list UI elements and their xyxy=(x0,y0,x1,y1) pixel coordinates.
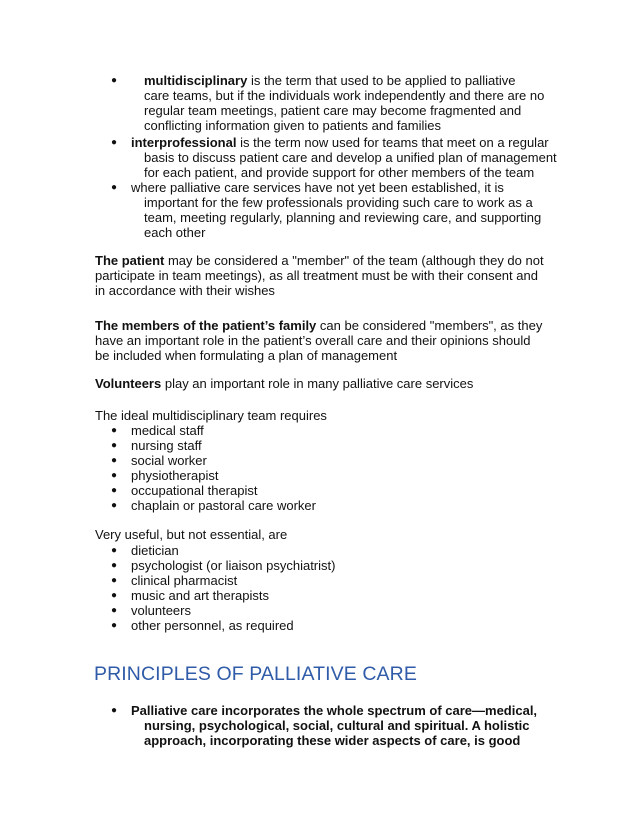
list-item: ● physiotherapist xyxy=(111,468,219,483)
bullet-dot-icon: ● xyxy=(111,545,118,556)
list-item: ● psychologist (or liaison psychiatrist) xyxy=(111,558,336,573)
ideal-team-list xyxy=(111,423,531,513)
list-item-text: for each patient, and provide support for other members of the team xyxy=(144,165,535,180)
list-item: ● other personnel, as required xyxy=(111,618,294,633)
list-item-text: approach, incorporating these wider aspects of care, is good xyxy=(144,733,521,748)
list-item: ● music and art therapists xyxy=(111,588,270,603)
bullet-dot-icon: ● xyxy=(111,440,118,451)
bullet-dot-icon: ● xyxy=(111,575,118,586)
bullet-dot-icon: ● xyxy=(111,590,118,601)
paragraph-text: in accordance with their wishes xyxy=(95,283,275,298)
list-item-interprofessional xyxy=(111,135,571,180)
list-item: ● occupational therapist xyxy=(111,483,258,498)
bullet-dot-icon: ● xyxy=(111,500,118,511)
section-heading-principles: PRINCIPLES OF PALLIATIVE CARE xyxy=(94,663,417,685)
patient-paragraph xyxy=(95,253,565,298)
paragraph-text: have an important role in the patient’s overall care and their opinions should xyxy=(95,333,531,348)
list-item: ● social worker xyxy=(111,453,207,468)
paragraph-text: participate in team meetings), as all treatment must be with their consent and xyxy=(95,268,538,283)
list-item-where-services xyxy=(111,180,571,240)
list-item: ● chaplain or pastoral care worker xyxy=(111,498,316,513)
list-item-text: important for the few professionals providing such care to work as a xyxy=(144,195,533,210)
list-item: ● volunteers xyxy=(111,603,191,618)
list-item: ● nursing staff xyxy=(111,438,202,453)
paragraph-text: be included when formulating a plan of management xyxy=(95,348,398,363)
bullet-dot-icon: ● xyxy=(111,182,118,193)
paragraph-text: may be considered a "member" of the team (although they do not xyxy=(167,253,544,268)
principles-list-item xyxy=(111,703,561,748)
list-item-text: conflicting information given to patients and families xyxy=(144,118,441,133)
list-item-text: is the term now used for teams that meet on a regular xyxy=(240,135,549,150)
useful-team-list xyxy=(111,543,531,633)
paragraph-text: can be considered "members", as they xyxy=(319,318,543,333)
useful-team-intro: Very useful, but not essential, are xyxy=(95,527,288,542)
list-item-text: team, meeting regularly, planning and reviewing care, and supporting xyxy=(144,210,542,225)
term-interprofessional: interprofessional xyxy=(131,135,237,150)
bullet-dot-icon: ● xyxy=(111,605,118,616)
family-heading: The members of the patient’s family xyxy=(95,318,317,333)
volunteers-paragraph xyxy=(95,376,565,391)
bullet-dot-icon: ● xyxy=(111,137,118,148)
bullet-dot-icon: ● xyxy=(111,425,118,436)
family-paragraph xyxy=(95,318,565,363)
list-item-text: is the term that used to be applied to palliative xyxy=(250,73,516,88)
list-item-text: regular team meetings, patient care may become fragmented and xyxy=(144,103,522,118)
list-item-text: care teams, but if the individuals work independently and there are no xyxy=(144,88,545,103)
term-multidisciplinary: multidisciplinary xyxy=(144,73,248,88)
list-item-text: each other xyxy=(144,225,206,240)
bullet-dot-icon: ● xyxy=(111,705,118,716)
list-item-text: Palliative care incorporates the whole spectrum of care—medical, xyxy=(131,703,538,718)
bullet-dot-icon: ● xyxy=(111,560,118,571)
list-item-text: basis to discuss patient care and develop a unified plan of management xyxy=(144,150,557,165)
list-item: ● dietician xyxy=(111,543,179,558)
list-item-text: where palliative care services have not yet been established, it is xyxy=(131,180,504,195)
ideal-team-intro: The ideal multidisciplinary team requires xyxy=(95,408,327,423)
bullet-dot-icon: ● xyxy=(111,75,118,86)
bullet-dot-icon: ● xyxy=(111,620,118,631)
bullet-dot-icon: ● xyxy=(111,485,118,496)
list-item: ● medical staff xyxy=(111,423,204,438)
volunteers-heading: Volunteers xyxy=(95,376,162,391)
list-item: ● clinical pharmacist xyxy=(111,573,238,588)
paragraph-text: play an important role in many palliative care services xyxy=(164,376,474,391)
bullet-dot-icon: ● xyxy=(111,455,118,466)
bullet-dot-icon: ● xyxy=(111,470,118,481)
list-item-multidisciplinary xyxy=(111,73,564,133)
list-item-text: nursing, psychological, social, cultural and spiritual. A holistic xyxy=(144,718,530,733)
patient-heading: The patient xyxy=(95,253,165,268)
